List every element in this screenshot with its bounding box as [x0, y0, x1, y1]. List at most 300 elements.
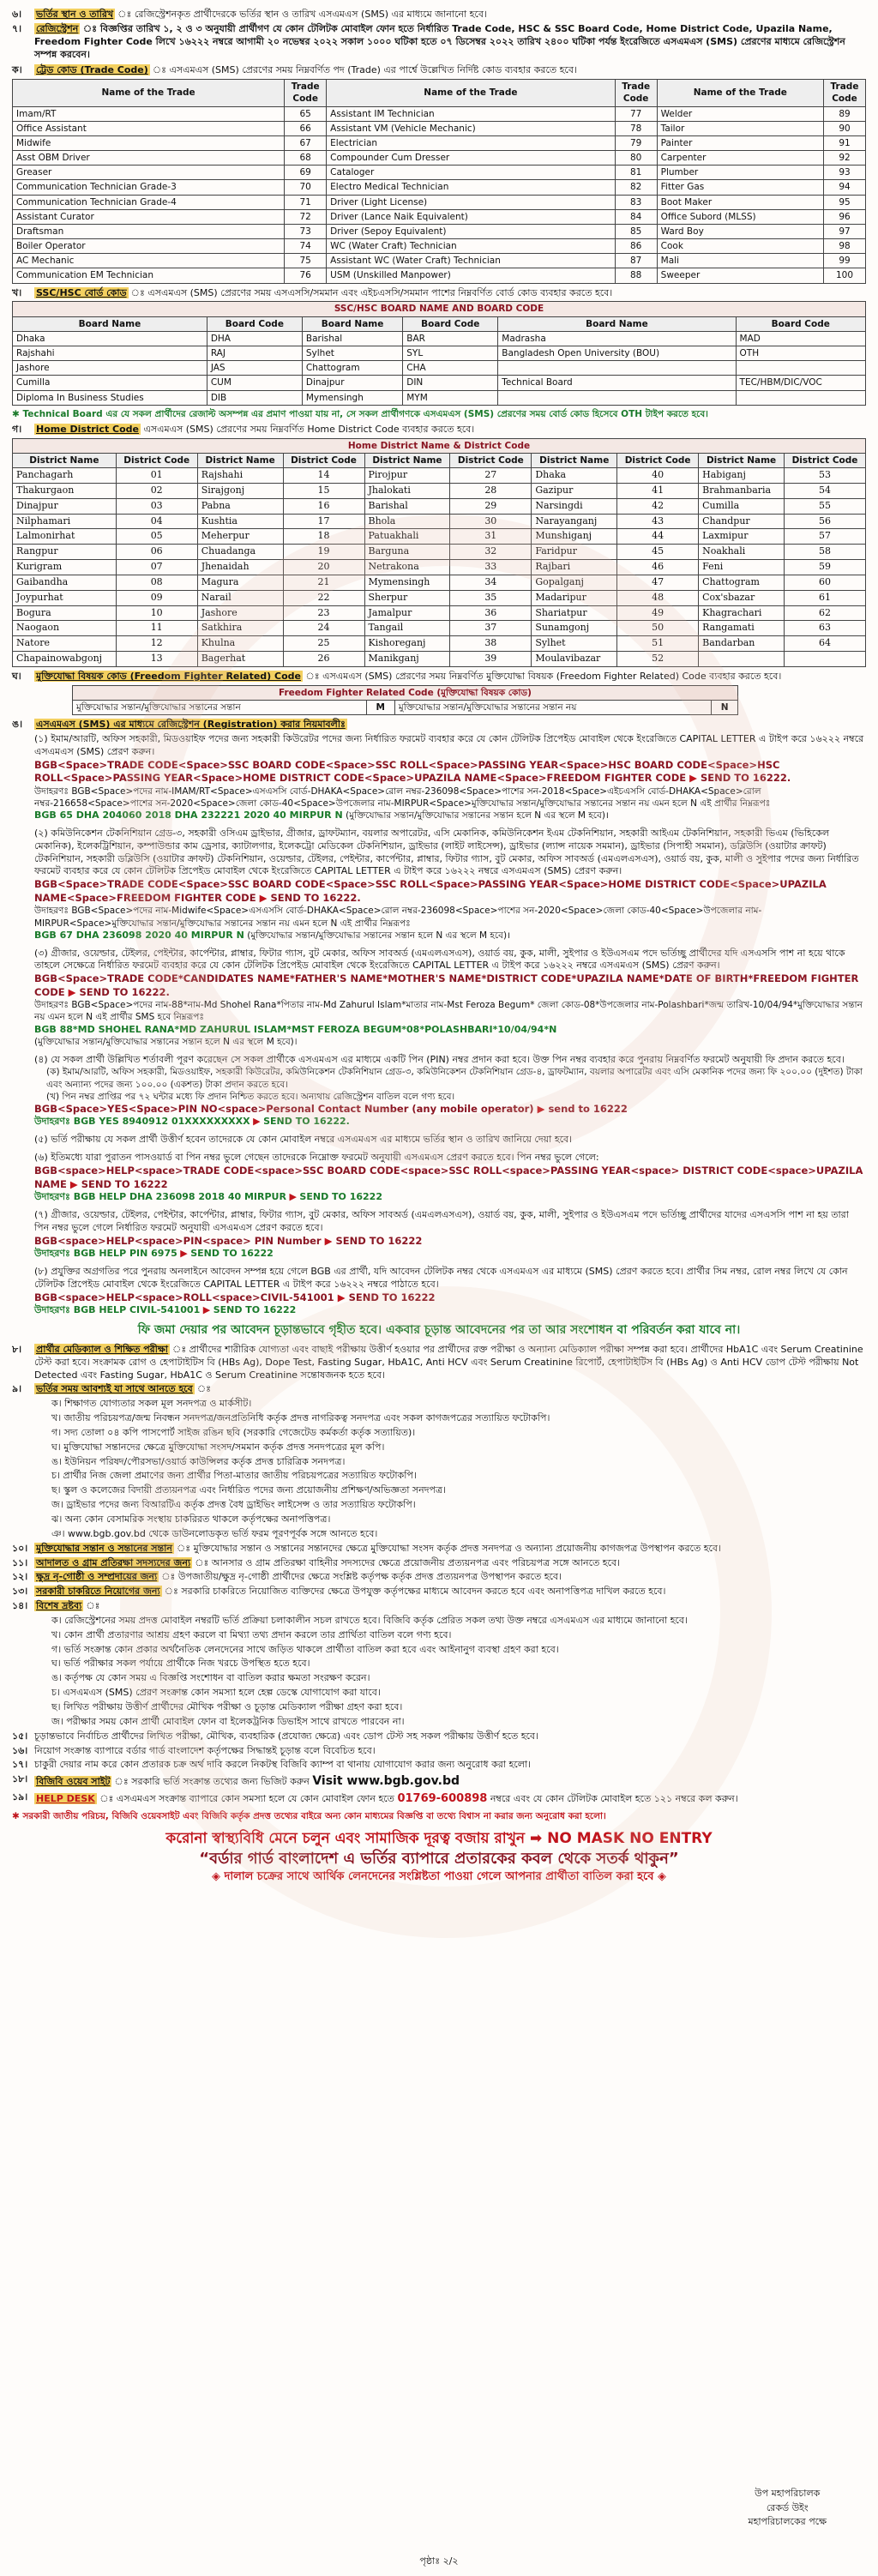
table-cell: Kushtia [197, 514, 283, 529]
sms-format: BGB<space>HELP<space>PIN<space> PIN Number [34, 1234, 322, 1247]
rule-paragraph: (৬) ইতিমধ্যে যারা পুরাতন পাসওয়ার্ড বা পিন নম্বর ভুলে গেছেন তাদেরকে নিম্নোক্ত ফরমেট অনুযায়ী এসএমএস প্রেরণ করতে হবে। পিন নম্বর ভুলে গেলে: [34, 1152, 599, 1164]
table-cell: 65 [285, 106, 327, 121]
covid-notice: করোনা স্বাস্থ্যবিধি মেনে চলুন এবং সামাজিক দূরত্ব বজায় রাখুন [165, 1829, 526, 1847]
table-cell: Diploma In Business Studies [13, 390, 207, 405]
table-row [13, 195, 866, 209]
help-desk-phone[interactable]: 01769-600898 [397, 1792, 488, 1806]
table-cell: 86 [615, 239, 657, 254]
item-text: ক। শিক্ষাগত যোগ্যতার সকল মূল সনদপত্র ও মার্কসীট। [51, 1398, 252, 1410]
list-item [12, 1456, 866, 1469]
table-row [13, 529, 866, 545]
section-label: গ। [12, 423, 22, 435]
table-cell: 78 [615, 121, 657, 135]
table-cell: 79 [615, 135, 657, 150]
table-cell [699, 652, 785, 667]
table-cell: 62 [784, 605, 865, 621]
table-cell: BAR [403, 331, 498, 346]
table-cell: Madaripur [532, 590, 617, 605]
table-cell: Joypurhat [13, 590, 117, 605]
item-text: ঙ। কর্তৃপক্ষ যে কোন সময় এ বিজ্ঞপ্তি সংশোধন বা বাতিল করার ক্ষমতা সংরক্ষণ করেন। [51, 1672, 370, 1684]
item-text: ঘ। ভর্তি পরীক্ষার সকল পর্যায়ে প্রার্থীকে নিজ খরচে উপস্থিত হতে হবে। [51, 1658, 310, 1670]
item-number: ১২। [12, 1571, 28, 1583]
arrow-right-icon: ▶ [337, 1291, 346, 1303]
table-cell: N [712, 701, 737, 715]
rule-paragraph: (৩) গ্রীজার, ওয়েল্ডার, টেইলর, পেইন্টার, কার্পেন্টার, প্লাম্বার, ফিটার গ্যাস, বুট মেকার, অফিস সাবঅর্ড (এমএলএসএস), ওয়ার্ড বয়, কুক, মালী, সুইপার ও ইউএসএম পদে ভর্তিচ্ছু প্রার্থীদের যদি এসএসসি পাশ না হয়ে থাকে তাহলে সেক্ষেত্রে নির্ধারিত ফরমেট ব্যবহার করে যে কোন টেলিটক প্রিপেইড মোবাইল থেকে ইংরেজিতে CAPITAL LETTER এ টাইপ করে ১৬২২২ নম্বরে এসএমএস (SMS) প্রেরণ করুন। [34, 947, 845, 972]
sms-example: উদাহরণঃ BGB HELP CIVIL-541001 [34, 1304, 201, 1316]
technical-board-note: ✱ Technical Board এর যে সকল প্রার্থীদের রেজাল্ট অসম্পন্ন এর প্রমাণ পাওয়া যায় না, সে সকল প্রার্থীগণকে এসএমএস (SMS) প্রেরণের সময় বোর্ড কোড হিসেবে OTH টাইপ করতে হবে। [12, 408, 708, 419]
table-row [13, 390, 866, 405]
table-row [13, 621, 866, 636]
table-header-cell: District Code [283, 453, 364, 467]
table-cell: Driver (Sepoy Equivalent) [327, 224, 615, 238]
table-cell: Brahmanbaria [699, 483, 785, 498]
no-mask-notice: NO MASK NO ENTRY [547, 1829, 713, 1847]
table-cell: 14 [283, 468, 364, 484]
table-cell: OTH [736, 346, 865, 360]
table-cell: 82 [615, 180, 657, 195]
table-header-cell: Board Name [498, 316, 736, 331]
list-item [12, 1557, 866, 1570]
table-cell: Communication Technician Grade-3 [13, 180, 285, 195]
table-cell: Pirojpur [364, 468, 450, 484]
section-label: ঙ। [12, 719, 23, 731]
table-cell: 75 [285, 254, 327, 268]
table-cell: CUM [207, 376, 302, 390]
rule-paragraph: (৪) যে সকল প্রার্থী উল্লিখিত শর্তাবলী পূরণ করেছেন সে সকল প্রার্থীকে এসএমএস এর মাধ্যমে একটি পিন (PIN) নম্বর প্রদান করা হবে। উক্ত পিন নম্বর ব্যবহার করে পুনরায় নিম্নবর্ণিত ফরমেট অনুযায়ী ফি প্রদান করতে হবে। [34, 1053, 845, 1065]
list-item [12, 1745, 866, 1758]
item-label: ভর্তির সময় আবশ্যই যা সাথে আনতে হবে [36, 1383, 193, 1395]
example-note: উদাহরণঃ BGB<Space>পদের নাম-88*নাম-Md Shohel Rana*পিতার নাম-Md Zahurul Islam*মাতার নাম-Mst Feroza Begum* জেলা কোড-08*উপজেলার নাম-Polashbari*জন্ম তারিখ-10/04/94*মুক্তিযোদ্ধার সন্তান নয় এমন হলে N এই প্রার্থীর SMS হবে নিম্নরূপঃ [34, 1000, 863, 1023]
item-label: সরকারী চাকরিতে নিয়োগের জন্য [36, 1586, 160, 1598]
list-item [12, 1441, 866, 1454]
item-text: চূড়ান্তভাবে নির্বাচিত প্রার্থীদের লিখিত পরীক্ষা, মৌখিক, ব্যবহারিক (প্রযোজ্য ক্ষেত্রে) এবং ডোপ টেস্ট সহ সকল পরীক্ষায় উত্তীর্ণ হতে হবে। [34, 1730, 538, 1742]
table-cell: Chandpur [699, 514, 785, 529]
item-number [12, 1629, 29, 1642]
item-number: ১৫। [12, 1730, 28, 1742]
section-title: ট্রেড কোড (Trade Code) [36, 64, 148, 76]
table-cell: Compounder Cum Dresser [327, 151, 615, 166]
arrow-right-icon: ▶ [69, 1177, 78, 1190]
website-line [12, 1773, 866, 1790]
sms-example: উদাহরণঃ BGB HELP DHA 236098 2018 40 MIRPUR [34, 1191, 286, 1203]
example-tail: (মুক্তিযোদ্ধার সন্তান/মুক্তিযোদ্ধার সন্তানের সন্তান হলে N এর স্থলে M হবে)। [247, 930, 511, 941]
table-cell: Ward Boy [657, 224, 823, 238]
table-cell: Assistant VM (Vehicle Mechanic) [327, 121, 615, 135]
table-cell: 07 [116, 560, 197, 575]
sms-example: BGB 88*MD SHOHEL RANA*MD ZAHURUL ISLAM*MST FEROZA BEGUM*08*POLASHBARI*10/04/94*N [34, 1023, 557, 1035]
item-number: ১৩। [12, 1586, 28, 1598]
table-header-cell: Name of the Trade [13, 80, 285, 106]
table-cell: 11 [116, 621, 197, 636]
table-cell: 71 [285, 195, 327, 209]
table-cell: Shariatpur [532, 605, 617, 621]
table-cell: 09 [116, 590, 197, 605]
table-header-cell: District Code [116, 453, 197, 467]
table-header-cell: District Code [450, 453, 532, 467]
send-to-label: SEND TO 16222. [270, 891, 361, 904]
table-header-cell: District Name [197, 453, 283, 467]
table-cell: 34 [450, 575, 532, 590]
item-number: ৬। [12, 9, 22, 20]
table-cell: 41 [617, 483, 699, 498]
item-label: ভর্তির স্থান ও তারিখ [36, 9, 114, 20]
sms-format: BGB<space>HELP<space>ROLL<space>CIVIL-541001 [34, 1291, 334, 1303]
item-number: ৯। [12, 1383, 22, 1395]
table-cell: 51 [617, 636, 699, 652]
table-cell: Assistant Curator [13, 209, 285, 224]
arrow-right-icon: ▶ [68, 985, 76, 998]
table-cell: Office Assistant [13, 121, 285, 135]
table-cell: Rajbari [532, 560, 617, 575]
item-label: আদালত ও গ্রাম প্রতিরক্ষা সদস্যদের জন্য [36, 1556, 191, 1568]
trade-code-table [12, 79, 866, 283]
item-number [12, 1499, 29, 1512]
arrow-right-icon: ▶ [253, 1116, 261, 1128]
table-header-cell: District Name [364, 453, 450, 467]
example-tail: (মুক্তিযোদ্ধার সন্তান/মুক্তিযোদ্ধার সন্তানের সন্তান হলে N এর স্থলে M হবে)। [346, 810, 609, 822]
table-cell: 60 [784, 575, 865, 590]
signature-block [748, 2487, 827, 2530]
table-cell: Driver (Light License) [327, 195, 615, 209]
item-text: ঃ মুক্তিযোদ্ধার সন্তান ও সন্তানের সন্তানদের ক্ষেত্রে মুক্তিযোদ্ধা সংসদ কর্তৃক প্রদত্ত সনদপত্র ও অন্যান্য প্রয়োজনীয় কাগজপত্র উপস্থাপন করতে হবে। [190, 1542, 721, 1554]
board-code-section [12, 287, 866, 300]
table-header-cell: Board Code [207, 316, 302, 331]
table-cell: 70 [285, 180, 327, 195]
table-cell: Barishal [364, 498, 450, 514]
item-number [12, 1427, 29, 1440]
table-row [13, 636, 866, 652]
item-text: চ। প্রার্থীর নিজ জেলা প্রমাণের জন্য প্রার্থীর পিতা-মাতার জাতীয় পরিচয়পত্রের সত্যায়িত ফটোকপি। [51, 1470, 417, 1482]
table-cell: 43 [617, 514, 699, 529]
table-cell: RAJ [207, 346, 302, 360]
table-cell: Jamalpur [364, 605, 450, 621]
table-cell: WC (Water Craft) Technician [327, 239, 615, 254]
table-cell: 57 [784, 529, 865, 545]
item-text: খ। কোন প্রার্থী প্রতারণার আশ্রয় গ্রহণ করলে বা মিথ্যা তথ্য প্রদান করলে তার প্রার্থিতা বাতিল বলে গণ্য হবে। [51, 1628, 452, 1640]
item-number: ৮। [12, 1343, 22, 1355]
table-cell: Cumilla [699, 498, 785, 514]
table-cell: 77 [615, 106, 657, 121]
item-number [12, 1398, 29, 1411]
table-cell: Midwife [13, 135, 285, 150]
table-cell: 94 [824, 180, 866, 195]
item-label: মুক্তিযোদ্ধার সন্তান ও সন্তানের সন্তান [36, 1542, 172, 1554]
table-cell: 37 [450, 621, 532, 636]
table-cell: Boiler Operator [13, 239, 285, 254]
rule-paragraph: (৮) প্রযুক্তির অগ্রগতির পরে পুনরায় অনলাইনে আবেদন সম্পন্ন হয়ে গেলে BGB এর প্রার্থী, যদি আবেদন টেলিটক নম্বর থেকে এসএমএস এর মাধ্যমে (SMS) প্রেরণ করতে হবে। প্রার্থীর সিম নম্বর, রোল নম্বর লিখে যে কোন টেলিটক প্রিপেইড মোবাইল থেকে ইংরেজিতে CAPITAL LETTER এ টাইপ করে ১৬২২২ নম্বরে পাঠাতে হবে। [34, 1265, 848, 1290]
send-to-label: SEND TO 16222 [190, 1248, 274, 1260]
rule-subparagraph: (ক) ইমাম/আরটি, অফিস সহকারী, মিডওয়াইফ, সহকারী কিউরেটর, কমিউনিকেশন টেকনিশিয়ান গ্রেড-৩, কমিউনিকেশন টেকনিশিয়ান গ্রেড-৪, ড্রাফটম্যান, বয়লার অপারেটর এবং এসি মেকানিক পদের জন্য ফি ২০০.০০ (দুইশত) টাকা এবং অন্যান্য পদের জন্য ১০০.০০ (একশত) টাকা প্রদান করতে হবে। [46, 1067, 863, 1090]
table-row [13, 468, 866, 484]
list-item [12, 1514, 866, 1526]
table-cell: মুক্তিযোদ্ধার সন্তান/মুক্তিযোদ্ধার সন্তানের সন্তান [73, 701, 367, 715]
table-cell: Mymensingh [364, 575, 450, 590]
district-code-table [12, 438, 866, 667]
sms-rules-body [34, 733, 866, 1317]
table-cell: 50 [617, 621, 699, 636]
table-cell: 92 [824, 151, 866, 166]
item-text: চ। এসএমএস (SMS) প্রেরণ সংক্রান্ত কোন সমস্যা হলে হেল্প ডেস্কে যোগাযোগ করা যাবে। [51, 1687, 381, 1699]
broker-warning: ◈ দালাল চক্রের সাথে আর্থিক লেনদেনের সংশ্লিষ্টতা পাওয়া গেলে আপনার প্রার্থীতা বাতিল করা হবে ◈ [212, 1870, 666, 1884]
table-cell: Mymensingh [302, 390, 402, 405]
list-item [12, 1398, 866, 1411]
table-cell: 32 [450, 545, 532, 560]
table-cell: 31 [450, 529, 532, 545]
sms-format: BGB<Space>TRADE CODE<Space>SSC BOARD CODE<Space>SSC ROLL<Space>PASSING YEAR<Space>HSC BOARD CODE<Space>HSC ROLL<Space>PASSING YEAR<Space>HOME DISTRICT CODE<Space>UPAZILA NAME<Space>FREEDOM FIGHTER CODE [34, 758, 780, 785]
table-cell: 39 [450, 652, 532, 667]
table-cell: Dhaka [13, 331, 207, 346]
table-cell: 45 [617, 545, 699, 560]
table-cell: Rajshahi [197, 468, 283, 484]
table-header-cell: Trade Code [285, 80, 327, 106]
item-number [12, 1644, 29, 1657]
table-cell: 06 [116, 545, 197, 560]
page-number: পৃষ্ঠাঃ ২/২ [419, 2555, 459, 2567]
table-cell: 73 [285, 224, 327, 238]
rule-paragraph: (২) কমিউনিকেশন টেকনিশিয়ান গ্রেড-৩, সহকারী ওসিএম ড্রাইভার, গ্রীজার, ড্রাফটম্যান, বয়লার অপারেটর, এসি মেকানিক, কমিউনিকেশন ইএম টেকনিশিয়ান, সহকারী আইএম টেকনিশিয়ান, সহকারী ভিএম (ভিহিকেল মেকানিক), ইলেকট্রিশিয়ান, কম্পাউন্ডার কাম ড্রেসার, ক্যাটালগার, ইলেকট্রো মেডিকেল টেকনিশিয়ান, ড্রাইভার (লাইট লাইসেন্স), ড্রাইভার (ল্যান্স নায়েক সমমান), ড্রাইভার (সিপাহী সমমান), ডব্লিউসি (ওয়াটার ক্রাফট) টেকনিশিয়ান, সহকারী ডব্লিউসি (ওয়াটার ক্রাফট) টেকনিশিয়ান, ওয়েল্ডার, টেইলর, পেইন্টার, কার্পেন্টার, প্লাম্বার, ফিটার গ্যাস, বুট মেকার, অফিস সাবঅর্ড (এমএলএসএস), ওয়ার্ড বয়, কুক, মালী ও সুইপার পদের জন্য নির্ধারিত ফরমেট ব্যবহার করে যে কোন টেলিটক প্রিপেইড মোবাইল থেকে ইংরেজিতে CAPITAL LETTER এ টাইপ করে ১৬২২২ নম্বরে এসএমএস (SMS) প্রেরণ করুন। [34, 827, 859, 877]
table-cell: Narayanganj [532, 514, 617, 529]
table-cell: 44 [617, 529, 699, 545]
table-row [13, 166, 866, 180]
table-cell: 15 [283, 483, 364, 498]
table-cell: 100 [824, 268, 866, 283]
table-cell: Bandarban [699, 636, 785, 652]
table-cell: Electrician [327, 135, 615, 150]
table-cell [498, 390, 736, 405]
table-row [13, 209, 866, 224]
table-cell: Communication Technician Grade-4 [13, 195, 285, 209]
item-text: ঃ সরকারি চাকরিতে নিয়োজিত ব্যক্তিদের ক্ষেত্রে উপযুক্ত কর্তৃপক্ষের মাধ্যমে আবেদন করতে হবে এবং অনাপত্তিপত্র দাখিল করতে হবে। [177, 1586, 666, 1598]
table-cell: SYL [403, 346, 498, 360]
help-desk-line [12, 1791, 866, 1807]
sms-example: BGB 65 DHA 204060 2018 DHA 232221 2020 40 MIRPUR N [34, 810, 343, 822]
table-cell: 33 [450, 560, 532, 575]
table-cell: CHA [403, 361, 498, 376]
table-cell: 88 [615, 268, 657, 283]
table-cell: 23 [283, 605, 364, 621]
table-cell: 95 [824, 195, 866, 209]
arrow-right-icon: ▶ [202, 1304, 211, 1316]
table-cell [784, 652, 865, 667]
table-cell: 64 [784, 636, 865, 652]
item-text: ঙ। ইউনিয়ন পরিষদ/পৌরসভা/ওয়ার্ড কাউন্সিলর কর্তৃক প্রদত্ত চারিত্রিক সনদপত্র। [51, 1455, 346, 1467]
table-header-cell: Board Name [13, 316, 207, 331]
table-title: Home District Name & District Code [13, 438, 866, 453]
item-number [12, 1470, 29, 1483]
send-to-label: SEND TO 16222 [335, 1234, 423, 1247]
table-cell: Greaser [13, 166, 285, 180]
table-cell: 49 [617, 605, 699, 621]
table-cell: Draftsman [13, 224, 285, 238]
list-item [12, 1644, 866, 1657]
table-cell: Carpenter [657, 151, 823, 166]
table-cell: 12 [116, 636, 197, 652]
table-cell: 80 [615, 151, 657, 166]
table-cell: Meherpur [197, 529, 283, 545]
table-cell: 84 [615, 209, 657, 224]
table-cell: 54 [784, 483, 865, 498]
list-item [12, 1499, 866, 1512]
table-cell: TEC/HBM/DIC/VOC [736, 376, 865, 390]
table-cell [498, 361, 736, 376]
table-cell: 19 [283, 545, 364, 560]
table-cell: 25 [283, 636, 364, 652]
signature-line: মহাপরিচালকের পক্ষে [748, 2516, 827, 2527]
item-text: গ। সদ্য তোলা ০৪ কপি পাসপোর্ট সাইজ রঙিন ছবি (সরকারি গেজেটেড কর্মকর্তা কর্তৃক সত্যায়িত)। [51, 1426, 416, 1438]
table-cell: 01 [116, 468, 197, 484]
item-text: গ। ভর্তি সংক্রান্ত কোন প্রকার অর্থনৈতিক লেনদেনের সাথে জড়িত থাকলে প্রার্থীতা বাতিল করা হবে এবং আইনানুগ ব্যবস্থা গ্রহণ করা হবে। [51, 1643, 559, 1655]
table-row [13, 590, 866, 605]
table-cell: M [366, 701, 394, 715]
table-cell: Office Subord (MLSS) [657, 209, 823, 224]
item-text: ঃ প্রার্থীদের শারীরিক যোগ্যতা এবং বাছাই পরীক্ষায় উত্তীর্ণ হওয়ার পর প্রার্থীদের রক্ত পরীক্ষা ও অন্যান্য মেডিক্যাল পরীক্ষা সম্পন্ন করা হবে। প্রার্থীদের HbA1C এবং Serum Creatinine টেস্ট করা হবে। সংক্রামক রোগ ও হেপাটাইটিস বি (HBs Ag), Dope Test, Fasting Sugar, HbA1C, Anti HCV এবং Serum Creatinine রিপোর্ট, হেপাটাইটিস বি (HBs Ag) ও Anti HCV ডোপ টেস্ট পরীক্ষায় Not Detected এবং Fasting Sugar, HbA1C ও Serum Creatinine সন্তোষজনক হতে হবে। [34, 1343, 863, 1381]
table-cell: Kishoreganj [364, 636, 450, 652]
item-text: খ। জাতীয় পরিচয়পত্র/জন্ম নিবন্ধন সনদপত্র/জনপ্রতিনিধি কর্তৃক প্রদত্ত নাগরিকত্ব সনদপত্র এবং সকল কাগজপত্রের সত্যায়িত ফটোকপি। [51, 1412, 550, 1424]
table-header-cell: Name of the Trade [657, 80, 823, 106]
table-header-cell: Board Code [736, 316, 865, 331]
section-text: ঃ এসএমএস (SMS) প্রেরণের সময় নিম্নবর্ণিত মুক্তিযোদ্ধা বিষয়ক (Freedom Fighter Related) Code ব্যবহার করতে হবে। [305, 671, 782, 682]
section-label: খ। [12, 286, 22, 298]
table-cell: 29 [450, 498, 532, 514]
arrow-right-icon: ▶ [180, 1248, 188, 1260]
table-cell: Welder [657, 106, 823, 121]
list-item [12, 1412, 866, 1425]
sms-format: BGB<Space>TRADE CODE*CANDIDATES NAME*FATHER'S NAME*MOTHER'S NAME*DISTRICT CODE*UPAZILA NAME*DATE OF BIRTH*FREEDOM FIGHTER CODE [34, 972, 859, 998]
item-text: জ। পরীক্ষার সময় কোন প্রার্থী মোবাইল ফোন বা ইলেকট্রনিক ডিভাইস সাথে রাখতে পারবেন না। [51, 1715, 405, 1727]
table-title: SSC/HSC BOARD NAME AND BOARD CODE [13, 302, 866, 316]
table-cell: Driver (Lance Naik Equivalent) [327, 209, 615, 224]
table-cell: Rangpur [13, 545, 117, 560]
fee-notice-banner: ফি জমা দেয়ার পর আবেদন চূড়ান্তভাবে গৃহীত হবে। একবার চূড়ান্ত আবেদনের পর তা আর সংশোধন বা পরিবর্তন করা যাবে না। [137, 1322, 741, 1337]
table-cell: Electro Medical Technician [327, 180, 615, 195]
table-cell: Cataloger [327, 166, 615, 180]
arrow-right-icon: ▶ [259, 891, 268, 904]
item-label: বিজিবি ওয়েব সাইট [36, 1776, 111, 1788]
table-row [13, 224, 866, 238]
signature-line: রেকর্ড উইং [766, 2501, 809, 2513]
table-cell: 40 [617, 468, 699, 484]
table-cell: Technical Board [498, 376, 736, 390]
list-item [12, 1687, 866, 1700]
table-cell: 36 [450, 605, 532, 621]
table-row [13, 151, 866, 166]
table-cell: Assistant IM Technician [327, 106, 615, 121]
table-cell: Bagerhat [197, 652, 283, 667]
table-cell: AC Mechanic [13, 254, 285, 268]
table-cell: 81 [615, 166, 657, 180]
item-text: ঃ বিজ্ঞপ্তির তারিখ ১, ২ ও ৩ অনুযায়ী প্রার্থীগণ যে কোন টেলিটক মোবাইল ফোন হতে নির্ধারিত Trade Code, HSC & SSC Board Code, Home District Code, Upazila Name, Freedom Fighter Code লিখে ১৬২২২ নম্বরে আগামী ২০ নভেম্বর ২০২২ সকাল ১০০০ ঘটিকা হতে ০৭ ডিসেম্বর ২০২২ তারিখ ২৪০০ ঘটিকা পর্যন্ত ইংরেজিতে এসএমএস (SMS) প্রেরণের মাধ্যমে রেজিস্ট্রেশন সম্পন্ন করবেন। [34, 22, 845, 60]
table-cell: 52 [617, 652, 699, 667]
item-number [12, 1456, 29, 1469]
website-link[interactable]: Visit www.bgb.gov.bd [312, 1774, 460, 1789]
district-code-section [12, 424, 866, 436]
table-cell: Sherpur [364, 590, 450, 605]
list-item [12, 1672, 866, 1685]
send-to-label: SEND TO 16222. [79, 985, 170, 998]
table-cell: Moulavibazar [532, 652, 617, 667]
table-cell: 55 [784, 498, 865, 514]
table-cell: Khagrachari [699, 605, 785, 621]
rule-paragraph: (১) ইমাম/আরটি, অফিস সহকারী, মিডওয়াইফ পদের জন্য সহকারী কিউরেটর পদের জন্য নির্ধারিত ফরমেট ব্যবহার করে যে কোন টেলিটক প্রিপেইড মোবাইল থেকে ইংরেজিতে CAPITAL LETTER এ টাইপ করে ১৬২২২ নম্বরে এসএমএস (SMS) প্রেরণ করুন। [34, 733, 864, 757]
table-row [73, 701, 738, 715]
item-label: HELP DESK [36, 1793, 95, 1805]
item-text: ছ। লিখিত পরীক্ষায় উত্তীর্ণ প্রার্থীদের মৌখিক পরীক্ষা ও চূড়ান্ত মেডিক্যাল পরীক্ষা গ্রহণ করা হবে। [51, 1700, 403, 1712]
table-cell: JAS [207, 361, 302, 376]
table-cell: 42 [617, 498, 699, 514]
table-cell: 96 [824, 209, 866, 224]
list-item [12, 1615, 866, 1628]
table-cell: Jhenaidah [197, 560, 283, 575]
table-row [13, 652, 866, 667]
table-cell: Jashore [197, 605, 283, 621]
item-number: ১১। [12, 1556, 28, 1568]
table-cell: Narail [197, 590, 283, 605]
table-row [13, 121, 866, 135]
list-item [12, 1586, 866, 1598]
table-cell: Asst OBM Driver [13, 151, 285, 166]
list-item [12, 1716, 866, 1729]
item-number: ১৮। [12, 1773, 28, 1785]
table-cell: Chapainowabgonj [13, 652, 117, 667]
table-cell: 02 [116, 483, 197, 498]
table-cell: 53 [784, 468, 865, 484]
table-cell: Plumber [657, 166, 823, 180]
sms-example: উদাহরণঃ BGB YES 8940912 01XXXXXXXXX [34, 1116, 250, 1128]
rule-paragraph: (৫) ভর্তি পরীক্ষায় যে সকল প্রার্থী উত্তীর্ণ হবেন তাদেরকে যে কোন মোবাইল নম্বরে এসএমএস এর মাধ্যমে ভর্তির স্থান ও তারিখ জানিয়ে দেয়া হবে। [34, 1134, 573, 1146]
sms-format: BGB<Space>YES<Space>PIN NO<space>Personal Contact Number (any mobile operator) [34, 1102, 534, 1115]
table-row [13, 575, 866, 590]
sms-format: BGB<space>HELP<space>TRADE CODE<space>SSC BOARD CODE<space>SSC ROLL<space>PASSING YEAR<space> DISTRICT CODE<space>UPAZILA NAME [34, 1165, 863, 1190]
table-cell: Dhaka [532, 468, 617, 484]
table-header-cell: District Code [784, 453, 865, 467]
table-cell: Dinajpur [302, 376, 402, 390]
table-cell: 04 [116, 514, 197, 529]
list-item [12, 1383, 866, 1396]
sms-rules-section [12, 719, 866, 731]
list-item [12, 1470, 866, 1483]
table-cell: Cox'sbazar [699, 590, 785, 605]
table-cell: Sylhet [302, 346, 402, 360]
table-cell: Tangail [364, 621, 450, 636]
table-header-cell: District Name [13, 453, 117, 467]
item-6 [12, 9, 866, 21]
send-to-label: send to 16222 [548, 1102, 628, 1115]
table-cell: 24 [283, 621, 364, 636]
table-cell: Communication EM Technician [13, 268, 285, 283]
item-number: ১০। [12, 1542, 28, 1554]
sms-example: উদাহরণঃ BGB HELP PIN 6975 [34, 1248, 177, 1260]
table-cell: Rajshahi [13, 346, 207, 360]
table-cell: Chattogram [302, 361, 402, 376]
item-text: নিয়োগ সংক্রান্ত ব্যাপারে বর্ডার গার্ড বাংলাদেশ কর্তৃপক্ষের সিদ্ধান্তই চূড়ান্ত বলে বিবেচিত হবে। [34, 1744, 376, 1756]
table-cell: 22 [283, 590, 364, 605]
table-cell: 20 [283, 560, 364, 575]
arrow-right-icon: ➡ [529, 1829, 543, 1847]
item-text: ঘ। মুক্তিযোদ্ধা সন্তানদের ক্ষেত্রে মুক্তিযোদ্ধা সংসদ/সমমান কর্তৃক প্রদত্ত সনদপত্রের মূল কপি। [51, 1441, 385, 1453]
table-cell: 68 [285, 151, 327, 166]
table-cell: Painter [657, 135, 823, 150]
item-number [12, 1615, 29, 1628]
table-cell: 69 [285, 166, 327, 180]
item-number [12, 1484, 29, 1497]
section-label: ঘ। [12, 671, 21, 682]
send-to-label: SEND TO 16222 [348, 1291, 436, 1303]
section-label: ক। [12, 64, 22, 76]
table-cell: Assistant WC (Water Craft) Technician [327, 254, 615, 268]
table-cell: 16 [283, 498, 364, 514]
table-cell: Patuakhali [364, 529, 450, 545]
item-text: ছ। স্কুল ও কলেজের বিদায়ী প্রত্যয়নপত্র এবং নির্ধারিত পদের জন্য প্রয়োজনীয় প্রশিক্ষণ/অভিজ্ঞতা সনদপত্র। [51, 1484, 446, 1496]
